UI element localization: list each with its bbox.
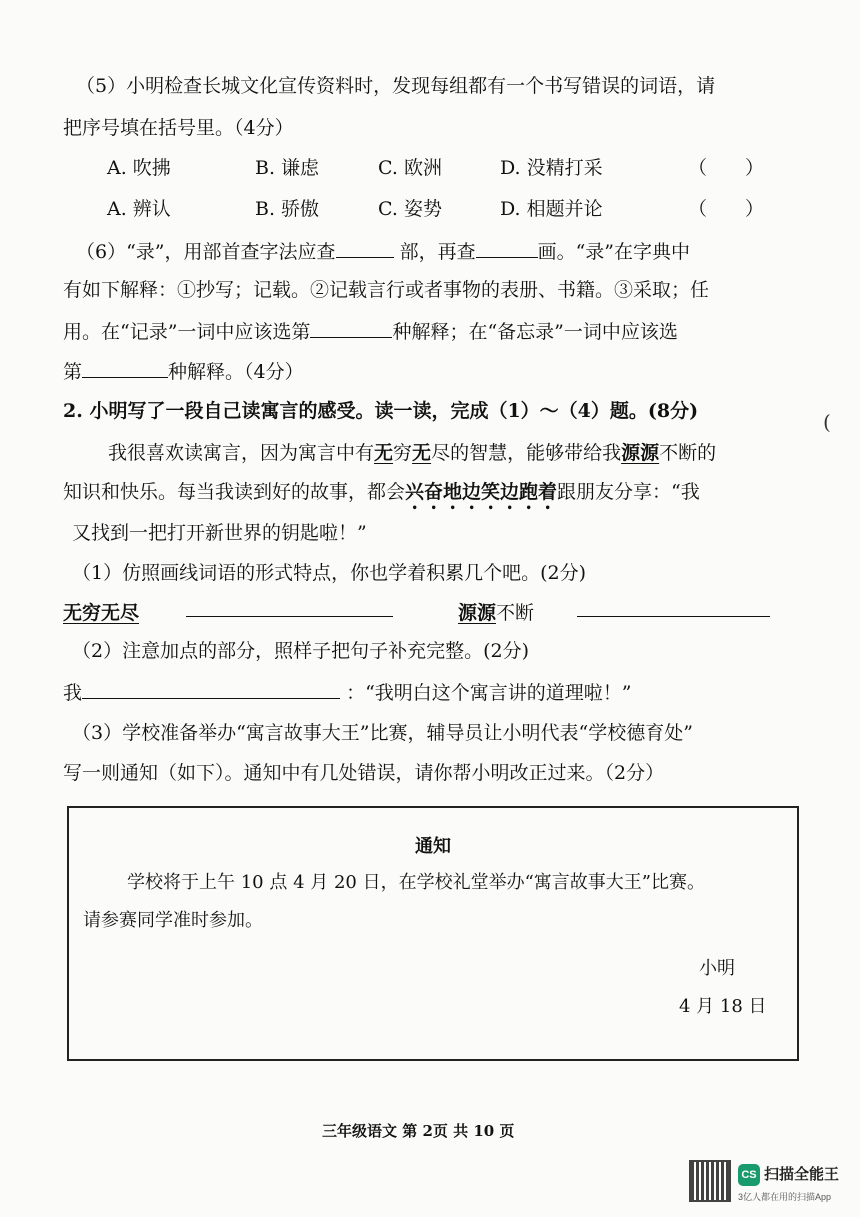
passage-p2a: 知识和快乐。每当我读到好的故事，都会 bbox=[63, 481, 406, 503]
passage-dotted-phrase: 兴奋地边笑边跑着 bbox=[405, 481, 558, 503]
sub3-line2: 写一则通知（如下）。通知中有几处错误，请你帮小明改正过来。（2分） bbox=[63, 762, 665, 784]
passage-p1c: 不断的 bbox=[659, 442, 717, 464]
sub1-prompt: （1）仿照画线词语的形式特点，你也学着积累几个吧。(2分) bbox=[72, 562, 587, 584]
passage-w5: 源源 bbox=[621, 442, 660, 464]
q6-line2: 有如下解释：①抄写；记载。②记载言行或者事物的表册、书籍。③采取；任 bbox=[63, 279, 710, 301]
passage-w1: 无 bbox=[374, 442, 394, 464]
passage-w4: 尽 bbox=[431, 442, 451, 464]
margin-mark: ( bbox=[823, 410, 831, 434]
q5-line2: 把序号填在括号里。（4分） bbox=[63, 117, 294, 139]
notice-date: 4 月 18 日 bbox=[679, 996, 767, 1017]
page-footer: 三年级语文 第 2页 共 10 页 bbox=[322, 1122, 515, 1140]
camscanner-logo-icon: CS bbox=[738, 1164, 760, 1186]
q5-r2-c: C. 姿势 bbox=[378, 198, 442, 220]
q5-r1-d: D. 没精打采 bbox=[500, 157, 603, 179]
sub2-blank[interactable] bbox=[82, 678, 340, 699]
qr-code-icon bbox=[689, 1160, 731, 1202]
notice-body1: 学校将于上午 10 点 4 月 20 日，在学校礼堂举办“寓言故事大王”比赛。 bbox=[127, 872, 705, 893]
passage-line3: 又找到一把打开新世界的钥匙啦！” bbox=[72, 522, 367, 544]
q6-l3a: 用。在“记录”一词中应该选第 bbox=[63, 321, 311, 343]
q6-l4b: 种解释。（4分） bbox=[168, 361, 304, 383]
passage-line2 bbox=[63, 479, 700, 514]
q6-line1 bbox=[76, 237, 690, 265]
notice-box bbox=[67, 806, 799, 1061]
notice-body2: 请参赛同学准时参加。 bbox=[83, 910, 263, 931]
q5-r2-a: A. 辨认 bbox=[107, 198, 171, 220]
passage-w2: 穷 bbox=[393, 442, 413, 464]
q6-l4a: 第 bbox=[63, 361, 83, 383]
q5-r2-d: D. 相题并论 bbox=[500, 198, 603, 220]
sub3-line1: （3）学校准备举办“寓言故事大王”比赛，辅导员让小明代表“学校德育处” bbox=[72, 722, 693, 744]
q6-l1b: 部，再查 bbox=[399, 241, 476, 263]
notice-signer: 小明 bbox=[699, 958, 735, 979]
q5-r1-a: A. 吹拂 bbox=[107, 157, 171, 179]
sub1-ex2a: 源源 bbox=[458, 602, 497, 624]
q5-r1-b: B. 谦虑 bbox=[255, 157, 320, 179]
sub1-blank1[interactable] bbox=[186, 616, 393, 617]
sub2-prompt: （2）注意加点的部分，照样子把句子补充完整。(2分) bbox=[72, 640, 530, 662]
sub2-line bbox=[63, 678, 632, 706]
sub1-example1 bbox=[63, 600, 139, 626]
sub1-ex1-text: 无穷无尽 bbox=[63, 602, 140, 624]
q5-r1-c: C. 欧洲 bbox=[378, 157, 442, 179]
q6-blank-strokes[interactable] bbox=[476, 237, 538, 258]
passage-p2b: 跟朋友分享：“我 bbox=[557, 481, 700, 503]
q6-l1c: 画。“录”在字典中 bbox=[537, 241, 691, 263]
scanner-app-name: 扫描全能王 bbox=[764, 1166, 840, 1183]
q6-blank-beiwanglu[interactable] bbox=[82, 357, 168, 378]
sub1-example2 bbox=[458, 600, 534, 626]
q6-blank-jilu[interactable] bbox=[310, 317, 392, 338]
notice-title: 通知 bbox=[415, 836, 451, 857]
q6-blank-radical[interactable] bbox=[336, 237, 394, 258]
sub2-wo: 我 bbox=[63, 682, 83, 704]
q5-r1-answer[interactable]: （ ） bbox=[688, 157, 765, 179]
sub1-ex2b: 不断 bbox=[496, 602, 535, 624]
passage-line1 bbox=[108, 440, 716, 466]
sub1-blank2[interactable] bbox=[577, 616, 770, 617]
q5-line1: （5）小明检查长城文化宣传资料时，发现每组都有一个书写错误的词语，请 bbox=[76, 75, 716, 97]
q5-r2-answer[interactable]: （ ） bbox=[688, 198, 765, 220]
sub2-quote: ：“我明白这个寓言讲的道理啦！” bbox=[346, 682, 632, 704]
passage-p1b: 的智慧，能够带给我 bbox=[450, 442, 622, 464]
q6-line4 bbox=[63, 357, 304, 385]
passage-p1a: 我很喜欢读寓言，因为寓言中有 bbox=[108, 442, 375, 464]
q6-l1a: （6）“录”，用部首查字法应查 bbox=[76, 241, 336, 263]
passage-w3: 无 bbox=[412, 442, 432, 464]
q5-r2-b: B. 骄傲 bbox=[255, 198, 320, 220]
q6-line3 bbox=[63, 317, 678, 345]
q6-l3b: 种解释；在“备忘录”一词中应该选 bbox=[392, 321, 678, 343]
scanner-tagline: 3亿人都在用的扫描App bbox=[738, 1192, 832, 1202]
q2-heading: 2. 小明写了一段自己读寓言的感受。读一读，完成（1）～（4）题。(8分) bbox=[63, 400, 699, 422]
